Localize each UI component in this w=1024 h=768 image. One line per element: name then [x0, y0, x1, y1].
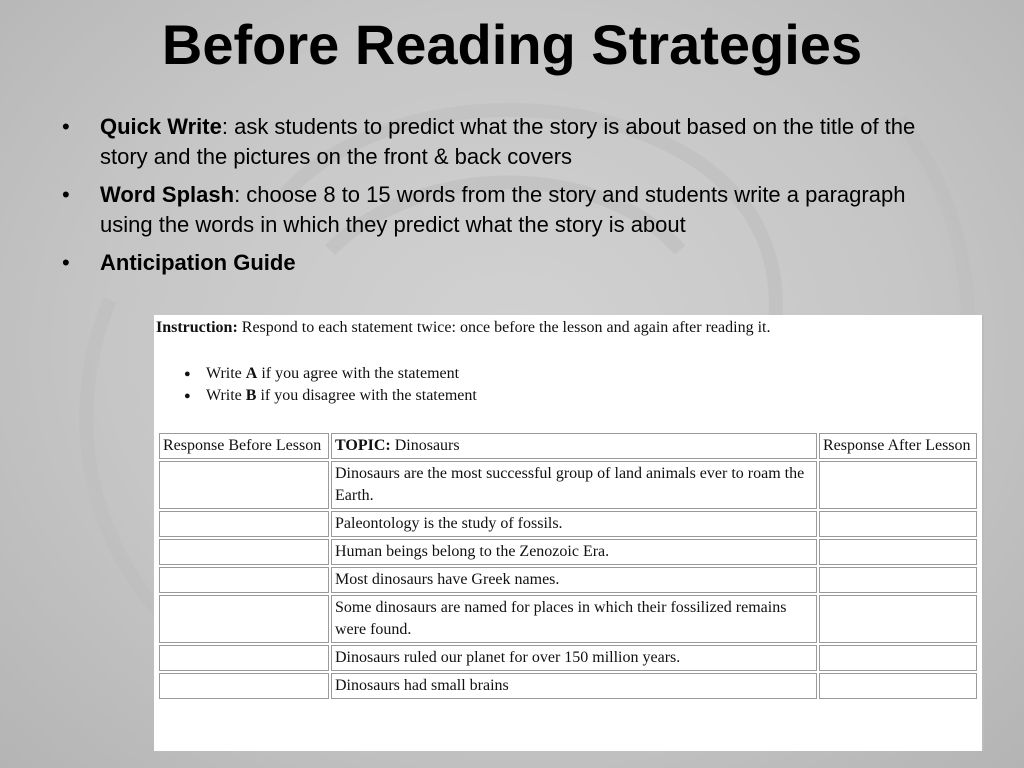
header-topic — [331, 433, 817, 459]
bullet-term: Anticipation Guide — [100, 250, 296, 275]
table-header-row — [159, 433, 977, 459]
response-after-cell[interactable] — [819, 567, 977, 593]
bullet-word-splash — [62, 180, 962, 240]
bullet-dot-icon: • — [62, 182, 70, 207]
bullet-term: Quick Write — [100, 114, 222, 139]
option-prefix: Write — [206, 387, 246, 404]
instruction-label: Instruction: — [156, 319, 238, 336]
response-before-cell[interactable] — [159, 539, 329, 565]
response-after-cell[interactable] — [819, 511, 977, 537]
response-after-cell[interactable] — [819, 673, 977, 699]
anticipation-guide-table — [157, 431, 979, 701]
bullet-text: : ask students to predict what the story is about based on the title of the story and the pictures on the front & back covers — [100, 114, 916, 169]
bullet-dot-icon: • — [62, 250, 70, 275]
bullet-term: Word Splash — [100, 182, 235, 207]
statement-cell: Paleontology is the study of fossils. — [331, 511, 817, 537]
response-after-cell[interactable] — [819, 645, 977, 671]
option-prefix: Write — [206, 365, 246, 382]
table-row — [159, 673, 977, 699]
option-agree — [184, 363, 477, 385]
table-row — [159, 567, 977, 593]
statement-cell: Dinosaurs are the most successful group of land animals ever to roam the Earth. — [331, 461, 817, 509]
response-before-cell[interactable] — [159, 567, 329, 593]
header-response-before: Response Before Lesson — [159, 433, 329, 459]
response-before-cell[interactable] — [159, 645, 329, 671]
topic-value: Dinosaurs — [390, 437, 460, 454]
strategy-list — [62, 112, 962, 286]
slide-title: Before Reading Strategies — [161, 13, 863, 76]
bullet-quick-write — [62, 112, 962, 172]
response-before-cell[interactable] — [159, 673, 329, 699]
option-suffix: if you agree with the statement — [257, 365, 460, 382]
statement-cell: Human beings belong to the Zenozoic Era. — [331, 539, 817, 565]
header-response-after: Response After Lesson — [819, 433, 977, 459]
topic-label: TOPIC: — [335, 437, 391, 454]
response-options — [184, 363, 477, 407]
statement-cell: Most dinosaurs have Greek names. — [331, 567, 817, 593]
bullet-text: : choose 8 to 15 words from the story and students write a paragraph using the words in which they predict what the story is about — [100, 182, 906, 237]
anticipation-guide-worksheet — [154, 315, 984, 751]
bullet-anticipation-guide — [62, 248, 962, 278]
instruction-text: Respond to each statement twice: once before the lesson and again after reading it. — [237, 319, 771, 336]
table-row — [159, 595, 977, 643]
table-row — [159, 511, 977, 537]
table-row — [159, 461, 977, 509]
option-letter: A — [245, 365, 258, 382]
response-after-cell[interactable] — [819, 595, 977, 643]
option-disagree — [184, 385, 477, 407]
statement-cell: Dinosaurs ruled our planet for over 150 million years. — [331, 645, 817, 671]
response-after-cell[interactable] — [819, 539, 977, 565]
table-row — [159, 539, 977, 565]
option-suffix: if you disagree with the statement — [256, 387, 477, 404]
response-before-cell[interactable] — [159, 511, 329, 537]
response-before-cell[interactable] — [159, 461, 329, 509]
table-row — [159, 645, 977, 671]
response-before-cell[interactable] — [159, 595, 329, 643]
option-letter: B — [245, 387, 257, 404]
worksheet-instruction — [156, 319, 770, 337]
statement-cell: Some dinosaurs are named for places in which their fossilized remains were found. — [331, 595, 817, 643]
bullet-dot-icon: • — [62, 114, 70, 139]
response-after-cell[interactable] — [819, 461, 977, 509]
statement-cell: Dinosaurs had small brains — [331, 673, 817, 699]
